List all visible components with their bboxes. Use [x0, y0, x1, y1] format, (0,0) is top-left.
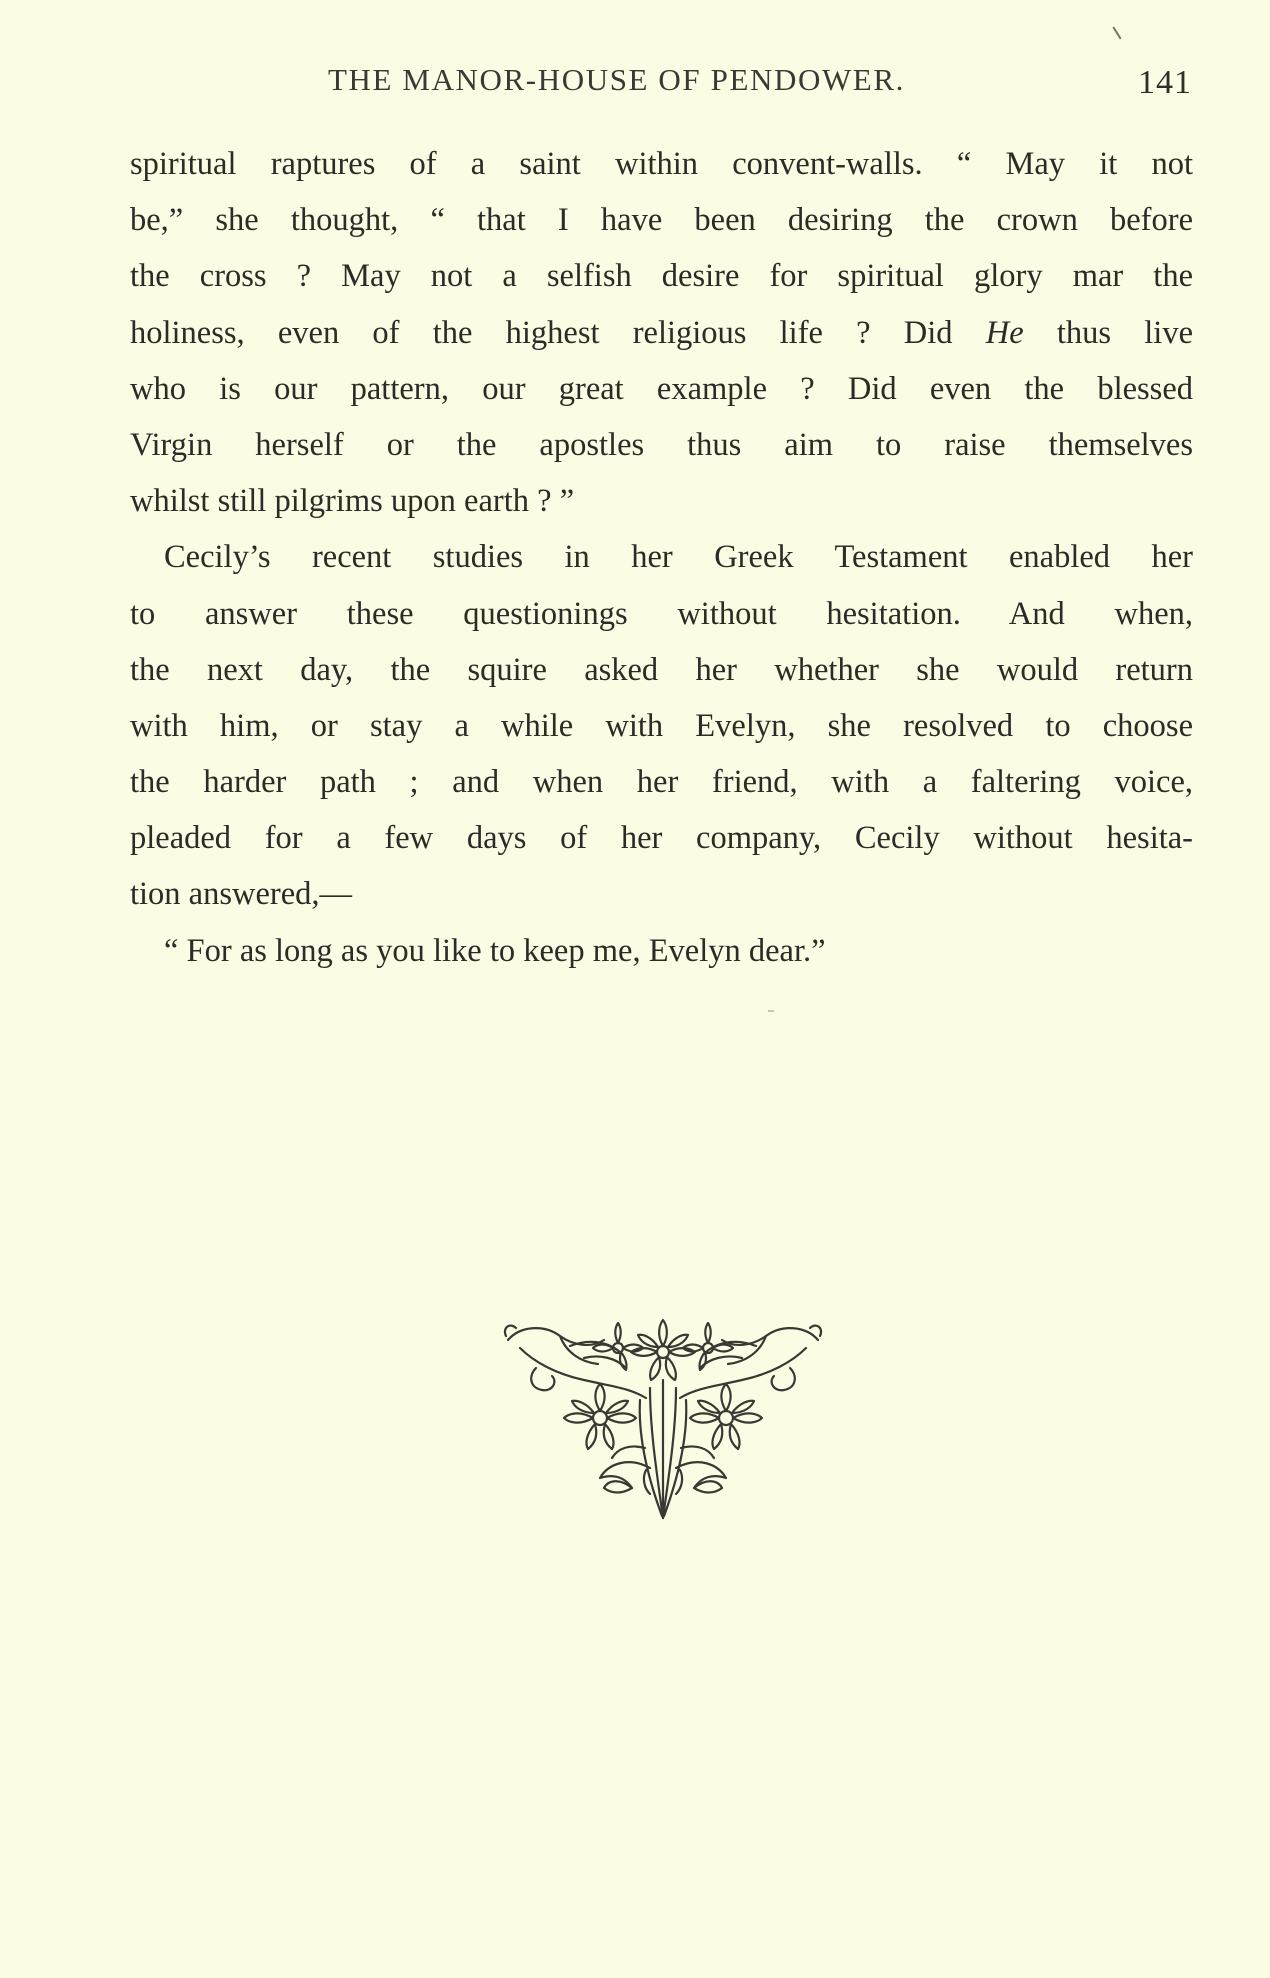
paragraph-3: [130, 923, 1193, 979]
text-line: spiritual raptures of a saint within convent-walls. “ May it not: [130, 146, 1193, 182]
text-line: the harder path ; and when her friend, with a faltering voice,: [130, 764, 1193, 801]
text-line: Cecily’s recent studies in her Greek Testament enabled her: [164, 539, 1193, 576]
text-line: pleaded for a few days of her company, Cecily without hesita-: [130, 820, 1193, 857]
text-line: the cross ? May not a selfish desire for spiritual glory mar the: [130, 258, 1193, 295]
paragraph-1: [130, 136, 1193, 529]
text-line: who is our pattern, our great example ? Did even the blessed: [130, 370, 1193, 407]
text-line: the next day, the squire asked her whether she would return: [130, 651, 1193, 688]
text-line: with him, or stay a while with Evelyn, she resolved to choose: [130, 707, 1193, 744]
body-text: [130, 136, 1193, 979]
stray-ink-mark: [1112, 27, 1121, 40]
running-title: THE MANOR-HOUSE OF PENDOWER.: [328, 62, 905, 97]
page-number: 141: [1138, 64, 1192, 101]
text-line: be,” she thought, “ that I have been desiring the crown before: [130, 202, 1193, 239]
text-line: “ For as long as you like to keep me, Evelyn dear.”: [164, 932, 826, 969]
text-line: whilst still pilgrims upon earth ? ”: [130, 483, 575, 520]
text-line: Virgin herself or the apostles thus aim to raise themselves: [130, 426, 1193, 463]
running-head: [130, 62, 1192, 102]
paragraph-2: [130, 529, 1193, 922]
text-line: tion answered,—: [130, 876, 353, 913]
text-segment: holiness, even of the highest religious life ? Did: [130, 314, 953, 351]
text-line: [130, 305, 1193, 361]
italic-word: He: [985, 314, 1024, 351]
text-line: to answer these questionings without hesitation. And when,: [130, 595, 1193, 632]
floral-tailpiece-icon: [500, 1318, 826, 1524]
text-segment: thus live: [1023, 314, 1193, 351]
stray-dash-mark: [768, 1010, 774, 1012]
